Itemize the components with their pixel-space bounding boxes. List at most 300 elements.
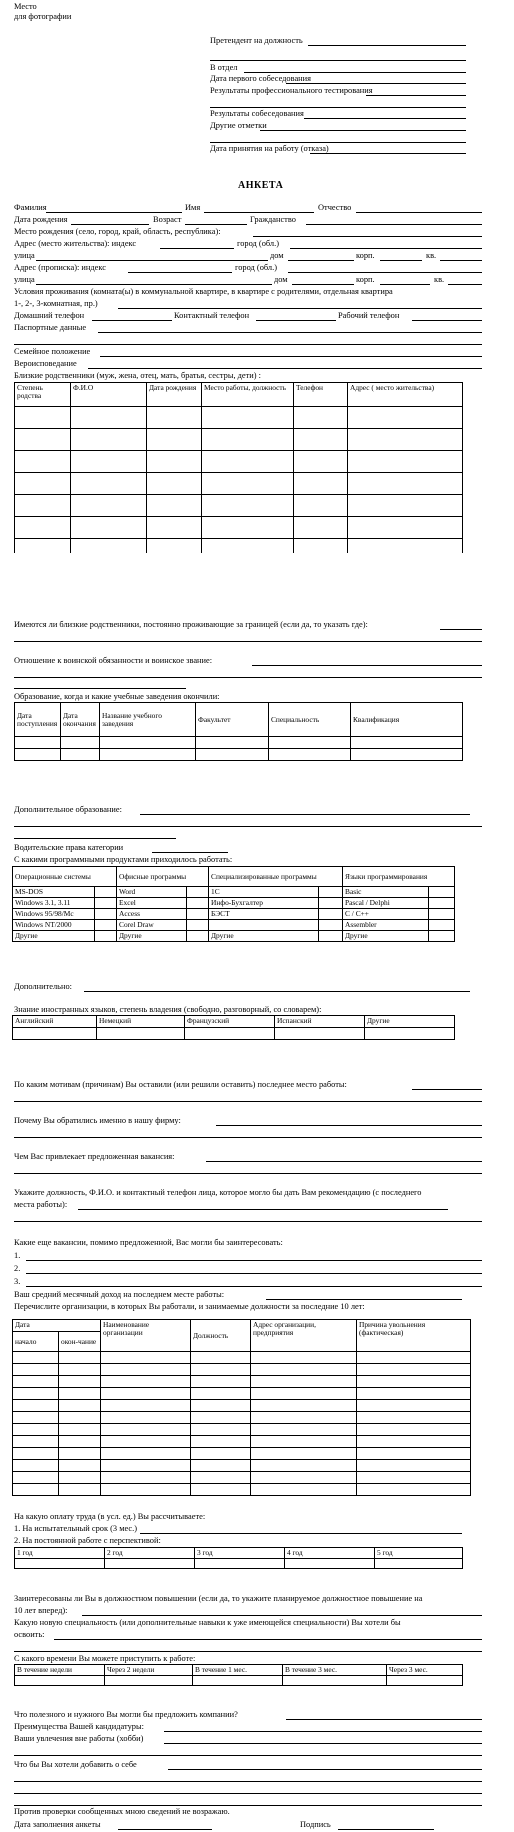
table-cell[interactable]	[101, 1484, 191, 1496]
table-cell[interactable]	[191, 1436, 251, 1448]
additional-label: Дополнительно:	[14, 982, 72, 991]
table-cell[interactable]	[191, 1484, 251, 1496]
table-row	[15, 749, 463, 761]
table-cell[interactable]	[101, 1460, 191, 1472]
table-cell[interactable]	[348, 473, 463, 495]
signature-field[interactable]	[338, 1829, 434, 1830]
name-field[interactable]	[204, 212, 314, 213]
why-us-field-2[interactable]	[14, 1137, 482, 1138]
software-item	[209, 920, 319, 931]
table-cell[interactable]	[59, 1460, 101, 1472]
table-cell[interactable]	[59, 1484, 101, 1496]
table-cell[interactable]	[59, 1448, 101, 1460]
table-cell[interactable]	[251, 1388, 357, 1400]
recommend-field[interactable]	[78, 1209, 448, 1210]
table-cell[interactable]	[191, 1352, 251, 1364]
recommend-field-2[interactable]	[14, 1221, 482, 1222]
table-cell[interactable]	[101, 1400, 191, 1412]
software-checkbox[interactable]	[429, 909, 455, 920]
abroad-field-2[interactable]	[14, 641, 482, 642]
kv-reg-label: кв.	[434, 275, 445, 284]
software-item: Другие	[343, 931, 429, 942]
hobby-field[interactable]	[164, 1743, 482, 1744]
table-cell[interactable]	[357, 1388, 471, 1400]
table-cell[interactable]	[294, 539, 348, 553]
additional-education-field[interactable]	[140, 814, 470, 815]
work-phone-label: Рабочий телефон	[338, 311, 400, 320]
languages-label: Знание иностранных языков, степень владения (свободно, разговорный, со словарем):	[14, 1005, 322, 1014]
table-cell[interactable]	[348, 517, 463, 539]
promotion-label-2: 10 лет вперед):	[14, 1606, 68, 1615]
table-cell[interactable]	[357, 1412, 471, 1424]
attracts-field-2[interactable]	[14, 1173, 482, 1174]
table-cell[interactable]	[101, 1352, 191, 1364]
table-cell[interactable]	[202, 539, 294, 553]
street-reg-label: улица	[14, 275, 35, 284]
city-reg-label: город (обл.)	[235, 263, 277, 272]
abroad-field[interactable]	[440, 629, 482, 630]
table-cell[interactable]	[348, 495, 463, 517]
table-cell[interactable]	[15, 473, 71, 495]
hr-item-label: Результаты профессионального тестирования	[210, 86, 373, 95]
hr-item-field[interactable]	[308, 45, 466, 46]
col-qualification: Квалификация	[351, 703, 463, 737]
table-cell[interactable]	[59, 1472, 101, 1484]
table-cell[interactable]	[251, 1448, 357, 1460]
zip-reg-field[interactable]	[128, 272, 232, 273]
kv-label: кв.	[426, 251, 437, 260]
table-cell[interactable]	[196, 737, 269, 749]
table-cell[interactable]	[251, 1400, 357, 1412]
table-cell[interactable]	[191, 1460, 251, 1472]
signature-label: Подпись	[300, 1820, 331, 1829]
table-cell[interactable]	[202, 407, 294, 429]
table-cell[interactable]	[251, 1424, 357, 1436]
software-checkbox[interactable]	[319, 909, 343, 920]
table-cell[interactable]	[191, 1472, 251, 1484]
table-cell[interactable]	[348, 451, 463, 473]
additional-education-field-2[interactable]	[14, 826, 482, 827]
table-cell[interactable]	[71, 429, 147, 451]
table-cell[interactable]	[101, 1436, 191, 1448]
table-cell[interactable]	[357, 1364, 471, 1376]
software-row	[13, 931, 455, 942]
table-cell[interactable]	[13, 1376, 59, 1388]
addr-live-label: Адрес (место жительства): индекс	[14, 239, 137, 248]
home-phone-field[interactable]	[92, 320, 172, 321]
software-checkbox[interactable]	[319, 887, 343, 898]
passport-field-2[interactable]	[14, 344, 482, 345]
house-reg-field[interactable]	[292, 284, 354, 285]
photo-label-2: для фотографии	[14, 12, 72, 21]
fill-date-field[interactable]	[118, 1829, 212, 1830]
table-cell[interactable]	[61, 749, 100, 761]
advantages-field[interactable]	[164, 1731, 482, 1732]
why-us-field[interactable]	[216, 1125, 482, 1126]
table-cell[interactable]	[191, 1400, 251, 1412]
relatives-table	[14, 382, 463, 553]
table-cell[interactable]	[294, 407, 348, 429]
table-cell[interactable]	[196, 749, 269, 761]
table-cell[interactable]	[101, 1424, 191, 1436]
useful-field[interactable]	[286, 1719, 482, 1720]
table-row	[13, 1460, 471, 1472]
language-header: Испанский	[275, 1016, 365, 1028]
table-cell[interactable]	[15, 429, 71, 451]
software-checkbox[interactable]	[95, 920, 117, 931]
table-cell[interactable]	[147, 451, 202, 473]
table-cell[interactable]	[251, 1412, 357, 1424]
table-cell[interactable]	[147, 539, 202, 553]
col-institution: Название учебного заведения	[100, 703, 196, 737]
citizenship-field[interactable]	[306, 224, 482, 225]
korp-reg-field[interactable]	[380, 284, 430, 285]
table-cell[interactable]	[191, 1364, 251, 1376]
table-cell[interactable]	[71, 517, 147, 539]
software-item: Другие	[117, 931, 187, 942]
table-cell[interactable]	[13, 1352, 59, 1364]
table-cell[interactable]	[294, 495, 348, 517]
software-item: Assembler	[343, 920, 429, 931]
table-cell[interactable]	[13, 1412, 59, 1424]
income-field[interactable]	[266, 1299, 462, 1300]
hr-item-field[interactable]	[210, 60, 466, 61]
table-cell[interactable]	[101, 1448, 191, 1460]
pay-trial-field[interactable]	[140, 1533, 462, 1534]
table-cell[interactable]	[147, 517, 202, 539]
table-cell[interactable]	[13, 1388, 59, 1400]
promotion-field[interactable]	[82, 1615, 482, 1616]
table-row	[15, 495, 463, 517]
table-cell[interactable]	[15, 451, 71, 473]
hr-item-field[interactable]	[210, 107, 466, 108]
religion-field[interactable]	[88, 368, 482, 369]
table-cell[interactable]	[71, 473, 147, 495]
add-about-field-4[interactable]	[14, 1805, 482, 1806]
table-cell[interactable]	[351, 749, 463, 761]
software-checkbox[interactable]	[429, 931, 455, 942]
table-cell[interactable]	[251, 1472, 357, 1484]
table-cell[interactable]	[59, 1424, 101, 1436]
table-cell[interactable]	[251, 1484, 357, 1496]
additional-field[interactable]	[84, 991, 470, 992]
street-field[interactable]	[36, 260, 268, 261]
table-row	[13, 1424, 471, 1436]
start-label: С какого времени Вы можете приступить к работе:	[14, 1654, 196, 1663]
vacancy-field-3[interactable]	[26, 1286, 482, 1287]
table-cell[interactable]	[191, 1376, 251, 1388]
table-cell[interactable]	[101, 1376, 191, 1388]
passport-field[interactable]	[98, 332, 482, 333]
table-row	[13, 1448, 471, 1460]
software-checkbox[interactable]	[95, 931, 117, 942]
vacancy-field-2[interactable]	[26, 1273, 482, 1274]
table-cell[interactable]	[251, 1364, 357, 1376]
hr-item-field[interactable]	[260, 130, 466, 131]
col-relation: Степень родства	[15, 383, 71, 407]
table-cell[interactable]	[191, 1412, 251, 1424]
software-checkbox[interactable]	[95, 887, 117, 898]
table-cell[interactable]	[251, 1460, 357, 1472]
table-cell[interactable]	[15, 517, 71, 539]
software-checkbox[interactable]	[429, 920, 455, 931]
table-cell[interactable]	[357, 1352, 471, 1364]
work-phone-field[interactable]	[412, 320, 482, 321]
other-vacancies-label: Какие еще вакансии, помимо предложенной, Вас могли бы заинтересовать:	[14, 1238, 283, 1247]
hr-item-field[interactable]	[310, 153, 466, 154]
vacancy-num-3: 3.	[14, 1277, 21, 1286]
recommend-label-2: места работы):	[14, 1200, 68, 1209]
pay-label: На какую оплату труда (в усл. ед.) Вы рассчитываете:	[14, 1512, 206, 1521]
table-cell[interactable]	[13, 1400, 59, 1412]
city-reg-field[interactable]	[288, 272, 482, 273]
zip-field[interactable]	[160, 248, 234, 249]
software-checkbox[interactable]	[187, 898, 209, 909]
table-cell[interactable]	[357, 1472, 471, 1484]
col-end: Дата окончания	[61, 703, 100, 737]
table-cell[interactable]	[351, 737, 463, 749]
hr-item-field[interactable]	[210, 142, 466, 143]
table-cell[interactable]	[191, 1388, 251, 1400]
start-option: В течение 1 мес.	[193, 1665, 283, 1676]
col-workplace: Место работы, должность	[202, 383, 294, 407]
specialty-field-2[interactable]	[14, 1651, 482, 1652]
table-cell[interactable]	[357, 1376, 471, 1388]
table-cell[interactable]	[59, 1436, 101, 1448]
table-cell[interactable]	[15, 495, 71, 517]
table-cell[interactable]	[294, 429, 348, 451]
table-cell[interactable]	[15, 539, 71, 553]
military-field[interactable]	[252, 665, 482, 666]
table-cell[interactable]	[357, 1460, 471, 1472]
col-special: Специализированные программы	[209, 867, 343, 887]
table-cell[interactable]	[15, 407, 71, 429]
pay-years-table	[14, 1547, 463, 1569]
contact-phone-field[interactable]	[256, 320, 336, 321]
table-cell[interactable]	[202, 429, 294, 451]
hr-item-field[interactable]	[286, 83, 466, 84]
software-row	[13, 887, 455, 898]
kv-reg-field[interactable]	[448, 284, 482, 285]
table-cell[interactable]	[357, 1484, 471, 1496]
home-phone-label: Домашний телефон	[14, 311, 85, 320]
software-checkbox[interactable]	[187, 931, 209, 942]
table-row	[13, 1364, 471, 1376]
religion-label: Вероисповедание	[14, 359, 77, 368]
table-cell[interactable]	[294, 451, 348, 473]
table-cell[interactable]	[202, 473, 294, 495]
table-cell[interactable]	[59, 1352, 101, 1364]
vacancy-field-1[interactable]	[26, 1260, 482, 1261]
table-row	[13, 1400, 471, 1412]
consent-text: Против проверки сообщенных мною сведений не возражаю.	[14, 1807, 230, 1816]
table-row	[13, 1376, 471, 1388]
relatives-label: Близкие родственники (муж, жена, отец, мать, братья, сестры, дети) :	[14, 371, 261, 380]
table-cell[interactable]	[59, 1400, 101, 1412]
software-checkbox[interactable]	[187, 909, 209, 920]
birthplace-field[interactable]	[253, 236, 482, 237]
add-about-field-2[interactable]	[14, 1781, 482, 1782]
orgs-table	[12, 1319, 471, 1496]
table-cell[interactable]	[71, 407, 147, 429]
table-cell[interactable]	[357, 1448, 471, 1460]
table-cell[interactable]	[357, 1424, 471, 1436]
software-checkbox[interactable]	[319, 898, 343, 909]
table-cell[interactable]	[269, 749, 351, 761]
table-cell[interactable]	[251, 1376, 357, 1388]
table-cell[interactable]	[13, 1364, 59, 1376]
house-field[interactable]	[288, 260, 354, 261]
table-cell[interactable]	[101, 1364, 191, 1376]
table-row	[15, 539, 463, 553]
military-field-2[interactable]	[14, 677, 482, 678]
income-label: Ваш средний месячный доход на последнем месте работы:	[14, 1290, 225, 1299]
table-cell[interactable]	[71, 539, 147, 553]
table-cell[interactable]	[147, 495, 202, 517]
table-cell[interactable]	[251, 1352, 357, 1364]
language-header: Английский	[13, 1016, 97, 1028]
table-cell[interactable]	[357, 1400, 471, 1412]
table-cell[interactable]	[348, 407, 463, 429]
table-cell[interactable]	[147, 473, 202, 495]
hr-item-field[interactable]	[244, 72, 466, 73]
dob-field[interactable]	[71, 224, 149, 225]
table-cell[interactable]	[101, 1472, 191, 1484]
table-cell[interactable]	[269, 737, 351, 749]
table-cell[interactable]	[59, 1412, 101, 1424]
living-field[interactable]	[118, 308, 482, 309]
table-cell[interactable]	[61, 737, 100, 749]
software-row	[13, 920, 455, 931]
table-cell[interactable]	[202, 517, 294, 539]
city-field[interactable]	[290, 248, 482, 249]
table-cell[interactable]	[294, 473, 348, 495]
dob-label: Дата рождения	[14, 215, 68, 224]
hobby-label: Ваши увлечения вне работы (хобби)	[14, 1734, 144, 1743]
table-cell[interactable]	[59, 1376, 101, 1388]
marital-field[interactable]	[100, 356, 482, 357]
software-item: Pascal / Delphi	[343, 898, 429, 909]
table-cell[interactable]	[59, 1388, 101, 1400]
software-row	[13, 909, 455, 920]
col-specialty: Специальность	[269, 703, 351, 737]
table-cell[interactable]	[13, 1424, 59, 1436]
driving-field[interactable]	[152, 852, 228, 853]
table-cell[interactable]	[59, 1364, 101, 1376]
specialty-field[interactable]	[54, 1639, 482, 1640]
patronymic-field[interactable]	[356, 212, 482, 213]
korp-field[interactable]	[380, 260, 422, 261]
surname-field[interactable]	[46, 212, 182, 213]
table-cell[interactable]	[251, 1436, 357, 1448]
software-checkbox[interactable]	[95, 909, 117, 920]
table-cell[interactable]	[13, 1484, 59, 1496]
specialty-label: Какую новую специальность (или дополнительные навыки к уже имеющейся специальности) Вы хотели бы	[14, 1618, 401, 1627]
add-about-label: Что бы Вы хотели добавить о себе	[14, 1760, 137, 1769]
add-about-field-3[interactable]	[14, 1793, 482, 1794]
software-item: Инфо-Бухгалтер	[209, 898, 319, 909]
promotion-label: Заинтересованы ли Вы в должностном повышении (если да, то укажите планируемое должностное повышение на	[14, 1594, 423, 1603]
table-row	[15, 737, 463, 749]
table-row	[13, 1388, 471, 1400]
motives-field-2[interactable]	[14, 1101, 482, 1102]
pay-trial-label: 1. На испытательный срок (3 мес.)	[14, 1524, 138, 1533]
table-row	[13, 1352, 471, 1364]
table-cell[interactable]	[15, 737, 61, 749]
table-cell[interactable]	[15, 749, 61, 761]
street-reg-field[interactable]	[36, 284, 272, 285]
table-cell[interactable]	[357, 1436, 471, 1448]
table-cell[interactable]	[101, 1388, 191, 1400]
table-cell[interactable]	[101, 1412, 191, 1424]
software-checkbox[interactable]	[187, 887, 209, 898]
hr-item-label: Дата первого собеседования	[210, 74, 311, 83]
table-cell[interactable]	[100, 749, 196, 761]
table-cell[interactable]	[348, 539, 463, 553]
software-checkbox[interactable]	[95, 898, 117, 909]
table-row	[13, 1472, 471, 1484]
software-checkbox[interactable]	[429, 898, 455, 909]
table-cell[interactable]	[71, 495, 147, 517]
table-cell[interactable]	[13, 1460, 59, 1472]
table-cell[interactable]	[191, 1448, 251, 1460]
table-cell[interactable]	[191, 1424, 251, 1436]
hr-item-label: Другие отметки	[210, 121, 267, 130]
page-title: АНКЕТА	[238, 180, 284, 191]
col-os: Операционные системы	[13, 867, 117, 887]
software-checkbox[interactable]	[319, 920, 343, 931]
patronymic-label: Отчество	[318, 203, 352, 212]
age-field[interactable]	[185, 224, 247, 225]
software-item: MS-DOS	[13, 887, 95, 898]
table-cell[interactable]	[13, 1436, 59, 1448]
software-checkbox[interactable]	[319, 931, 343, 942]
table-cell[interactable]	[202, 451, 294, 473]
table-cell[interactable]	[13, 1448, 59, 1460]
hr-item-field[interactable]	[366, 95, 466, 96]
software-checkbox[interactable]	[429, 887, 455, 898]
col-fio: Ф.И.О	[71, 383, 147, 407]
table-cell[interactable]	[147, 407, 202, 429]
software-item: Windows 95/98/Mc	[13, 909, 95, 920]
table-cell[interactable]	[13, 1472, 59, 1484]
table-cell[interactable]	[348, 429, 463, 451]
table-row	[13, 1412, 471, 1424]
additional-education-field-3[interactable]	[14, 838, 176, 839]
military-field-3[interactable]	[14, 688, 186, 689]
korp-reg-label: корп.	[356, 275, 375, 284]
motives-field[interactable]	[412, 1089, 482, 1090]
hr-item-field[interactable]	[304, 118, 466, 119]
table-row	[13, 1436, 471, 1448]
table-row	[15, 517, 463, 539]
table-cell[interactable]	[294, 517, 348, 539]
hr-item-label: Претендент на должность	[210, 36, 303, 45]
software-checkbox[interactable]	[187, 920, 209, 931]
add-about-field[interactable]	[168, 1769, 482, 1770]
table-cell[interactable]	[147, 429, 202, 451]
kv-field[interactable]	[440, 260, 482, 261]
table-cell[interactable]	[71, 451, 147, 473]
table-row	[15, 407, 463, 429]
language-header: Французский	[185, 1016, 275, 1028]
table-cell[interactable]	[202, 495, 294, 517]
table-cell[interactable]	[100, 737, 196, 749]
start-option: Через 3 мес.	[387, 1665, 463, 1676]
military-label: Отношение к воинской обязанности и воинское звание:	[14, 656, 213, 665]
hobby-field-2[interactable]	[14, 1755, 482, 1756]
attracts-field[interactable]	[206, 1161, 482, 1162]
